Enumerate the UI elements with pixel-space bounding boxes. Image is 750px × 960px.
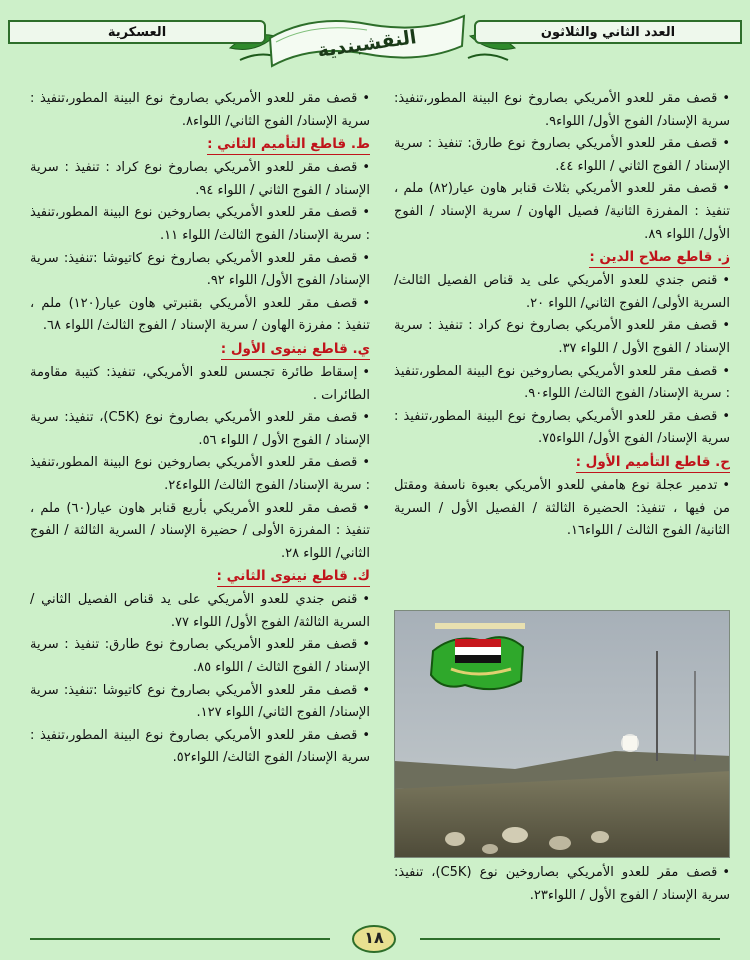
list-item: • قصف مقر للعدو الأمريكي بصاروخين نوع البينة المطور،تنفيذ : سرية الإسناد/ الفوج الثالث/ اللواء٩٠. xyxy=(394,361,730,406)
list-item: • قصف مقر للعدو الأمريكي بصاروخ نوع كاتيوشا :تنفيذ: سرية الإسناد/ الفوج الثاني/ اللواء ١٢٧. xyxy=(30,680,370,725)
page-number-badge xyxy=(351,924,397,954)
list-item: • قصف مقر للعدو الأمريكي بصاروخ نوع البينة المطور،تنفيذ: سرية الإسناد/ الفوج الأول/ اللواء٩. xyxy=(394,88,730,133)
footer-rule-right xyxy=(420,938,720,940)
footer-rule-left xyxy=(30,938,330,940)
attack-photo xyxy=(394,610,730,858)
header-right-banner xyxy=(474,20,742,44)
list-item: • قصف مقر للعدو الأمريكي بصاروخ نوع كراد : تنفيذ : سرية الإسناد / الفوج الثاني / اللواء ٩٤. xyxy=(30,157,370,202)
list-item: • إسقاط طائرة تجسس للعدو الأمريكي، تنفيذ: كتيبة مقاومة الطائرات . xyxy=(30,362,370,407)
section-heading-tameem-1: ح. قاطع التأميم الأول : xyxy=(576,452,730,473)
caption-text: • قصف مقر للعدو الأمريكي بصاروخين نوع (C5K)، تنفيذ: سرية الإسناد / الفوج الأول / اللواء٢٣. xyxy=(394,862,730,907)
left-column xyxy=(30,88,370,770)
magazine-title: النقشبندية xyxy=(316,26,418,62)
title-ribbon xyxy=(262,8,472,70)
list-item: • قصف مقر للعدو الأمريكي بصاروخ نوع البينة المطور،تنفيذ : سرية الإسناد/ الفوج الأول/ اللواء٧٥. xyxy=(394,406,730,451)
page-number: ١٨ xyxy=(364,928,384,947)
right-column xyxy=(394,88,730,543)
page-header xyxy=(0,0,750,80)
list-item: • تدمير عجلة نوع هامفي للعدو الأمريكي بعبوة ناسفة ومقتل من فيها ، تنفيذ: الحضيرة الثالثة / الفصيل الأول / السرية الثانية/ الفوج الثالث / اللواء١٦. xyxy=(394,475,730,543)
list-item: • قصف مقر للعدو الأمريكي بصاروخ نوع (C5K)، تنفيذ: سرية الإسناد / الفوج الأول / اللواء ٥٦. xyxy=(30,407,370,452)
list-item: • قصف مقر للعدو الأمريكي بثلاث قنابر هاون عيار(٨٢) ملم ، تنفيذ : المفرزة الثانية/ فصيل الهاون / سرية الإسناد / الفوج الأول/ اللواء ٨٩. xyxy=(394,178,730,246)
list-item: • قصف مقر للعدو الأمريكي بصاروخ نوع كراد : تنفيذ : سرية الإسناد / الفوج الأول / اللواء ٣٧. xyxy=(394,315,730,360)
section-heading-salahuddin: ز. قاطع صلاح الدين : xyxy=(589,247,730,268)
list-item: • قصف مقر للعدو الأمريكي بصاروخين نوع البينة المطور،تنفيذ : سرية الإسناد/ الفوج الثالث/ اللواء٢٤. xyxy=(30,452,370,497)
header-left-banner xyxy=(8,20,266,44)
photo-caption xyxy=(394,862,730,907)
list-item: • قصف مقر للعدو الأمريكي بصاروخ نوع البينة المطور،تنفيذ : سرية الإسناد/ الفوج الثالث/ اللواء٥٢. xyxy=(30,725,370,770)
section-heading-tameem-2: ط. قاطع التأميم الثاني : xyxy=(207,134,370,155)
list-item: • قصف مقر للعدو الأمريكي بقنبرتي هاون عيار(١٢٠) ملم ، تنفيذ : مفرزة الهاون / سرية الإسناد / الفوج الثالث/ اللواء ٦٨. xyxy=(30,293,370,338)
section-heading-nineveh-2: ك. قاطع نينوى الثاني : xyxy=(217,566,370,587)
list-item: • قنص جندي للعدو الأمريكي على يد قناص الفصيل الثالث/ السرية الأولى/ الفوج الثاني/ اللواء ٢٠. xyxy=(394,270,730,315)
list-item: • قصف مقر للعدو الأمريكي بصاروخين نوع البينة المطور،تنفيذ : سرية الإسناد/ الفوج الثالث/ اللواء ١١. xyxy=(30,202,370,247)
list-item: • قصف مقر للعدو الأمريكي بصاروخ نوع كاتيوشا :تنفيذ: سرية الإسناد/ الفوج الأول/ اللواء ٩٢. xyxy=(30,248,370,293)
issue-label: العدد الثاني والثلاثون xyxy=(540,24,676,40)
list-item: • قصف مقر للعدو الأمريكي بصاروخ نوع البينة المطور،تنفيذ : سرية الإسناد/ الفوج الثاني/ اللواء٨. xyxy=(30,88,370,133)
section-heading-nineveh-1: ي. قاطع نينوى الأول : xyxy=(221,339,370,360)
list-item: • قصف مقر للعدو الأمريكي بأربع قنابر هاون عيار(٦٠) ملم ، تنفيذ : المفرزة الأولى / حضيرة الإسناد / السرية الثالثة / الفوج الثاني/ اللواء ٢٨. xyxy=(30,498,370,566)
list-item: • قصف مقر للعدو الأمريكي بصاروخ نوع طارق: تنفيذ : سرية الإسناد / الفوج الثالث / اللواء ٨٥. xyxy=(30,634,370,679)
magazine-section-label: العسكرية xyxy=(107,24,167,40)
landscape-image xyxy=(395,611,730,858)
list-item: • قنص جندي للعدو الأمريكي على يد قناص الفصيل الثاني / السرية الثالثة/ الفوج الأول/ اللواء ٧٧. xyxy=(30,589,370,634)
list-item: • قصف مقر للعدو الأمريكي بصاروخ نوع طارق: تنفيذ : سرية الإسناد / الفوج الثاني / اللواء ٤٤. xyxy=(394,133,730,178)
